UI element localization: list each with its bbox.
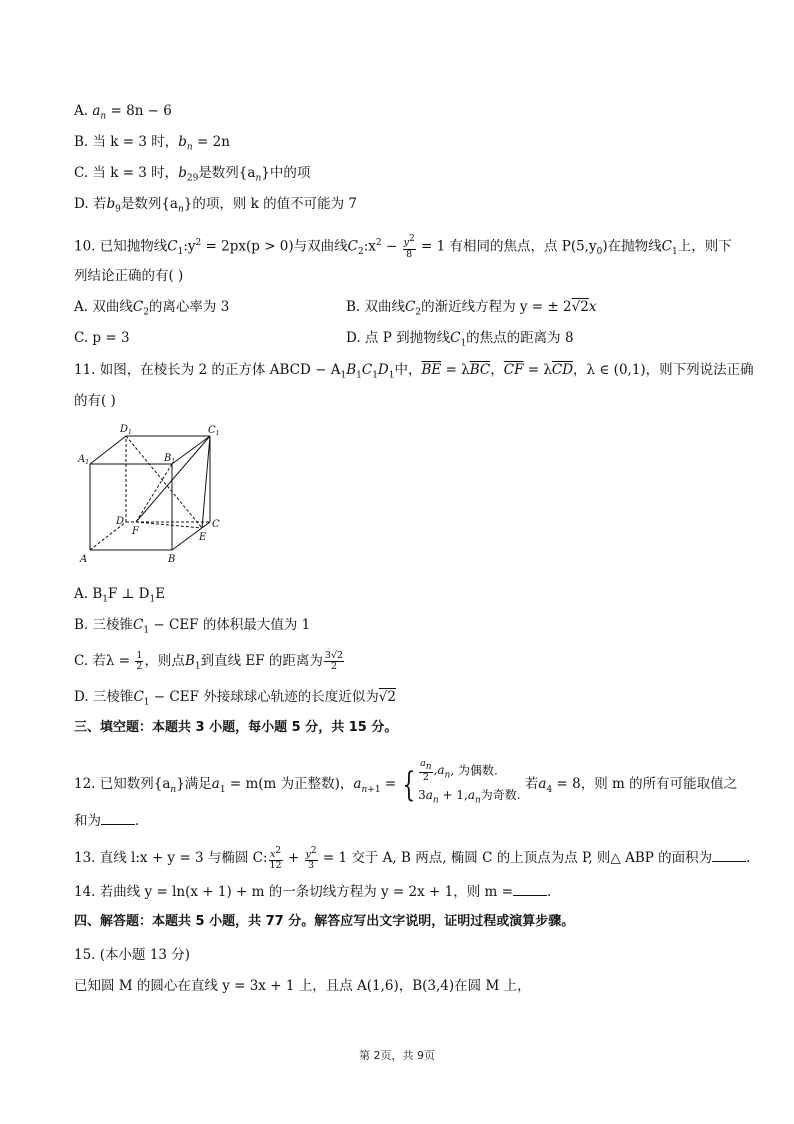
- q11-stem-line2: 的有( ): [74, 393, 116, 409]
- q10-option-d: D. 点 P 到抛物线$C_1$的焦点的距离为 8: [346, 330, 574, 349]
- q11-option-a: A. $B_1F$ ⊥ $D_1E$: [74, 586, 166, 605]
- q11-stem-line1: 11. 如图，在棱长为 2 的正方体 ABCD − $A_1B_1C_1D_1$中，$\overline{BE} = \lambda\overline{BC}$，$\overline{CF} = \lambda\overline{CD}$，λ ∈ (0,1)，则下列说法正确: [74, 362, 754, 381]
- q10-stem-line1: 10. 已知抛物线$C_1:y^2 = 2px(p > 0)$与双曲线$C_2:x^2$ − $\frac{y^2}{8}$ = 1 有相同的焦点，点 $P(5,y_0)$在抛物线$C_1$上，则下: [74, 234, 732, 260]
- page-footer: 第 2页，共 9页: [359, 1049, 435, 1062]
- label-b: B: [168, 554, 176, 565]
- label-d: D: [116, 516, 125, 527]
- label-a: A: [80, 554, 88, 565]
- q12-stem-line1: 12. 已知数列$\{a_n\}$满足$a_1 = m(m$ 为正整数)，$a_{n+1}$ = { $\frac{a_n}{2}$ $,a_n$, 为偶数. $3a_n + 1,a_n$为奇数. 若$a_4 = 8$，则 m 的所有可能取值之: [74, 758, 738, 806]
- label-a1: $A_1$: [78, 454, 90, 466]
- label-c1: $C_1$: [208, 425, 220, 437]
- segment-b1-f: [136, 464, 172, 522]
- edge-b1-c1: [172, 436, 210, 464]
- segment-e-f: [136, 522, 202, 528]
- section-4-heading: 四、解答题：本题共 5 小题，共 77 分。解答应写出文字说明，证明过程或演算步骤。: [74, 914, 575, 929]
- q10-option-a: A. 双曲线$C_2$的离心率为 3: [74, 299, 230, 318]
- q10-option-b: B. 双曲线$C_2$的渐近线方程为 y = ± 2√2x: [346, 299, 597, 318]
- label-b1: $B_1$: [164, 453, 176, 465]
- q9-option-c: C. 当 k = 3 时，$b_{29}$是数列$\{a_n\}$中的项: [74, 165, 311, 184]
- q11-option-b: B. 三棱锥$C_1$ − CEF 的体积最大值为 1: [74, 617, 311, 636]
- q9-option-a: A. $a_n = 8n - 6$: [74, 103, 172, 122]
- q15-body: 已知圆 M 的圆心在直线 y = 3x + 1 上，且点 A(1,6)，B(3,4)在圆 M 上，: [74, 978, 531, 994]
- label-f: F: [132, 526, 139, 537]
- segment-c1-e: [202, 436, 210, 528]
- q13-answer-blank[interactable]: [712, 847, 746, 862]
- q15-title: 15. (本小题 13 分): [74, 947, 191, 963]
- edge-a1-d1: [90, 436, 126, 464]
- q12-answer-blank[interactable]: [101, 810, 135, 825]
- q11-option-c: C. 若λ = $\frac{1}{2}$ ，则点$B_1$到直线 EF 的距离为 $\frac{3√2}{2}$: [74, 650, 344, 672]
- q11-option-d: D. 三棱锥$C_1$ − CEF 外接球球心轨迹的长度近似为√2: [74, 689, 396, 708]
- q14-stem: 14. 若曲线 y = ln(x + 1) + m 的一条切线方程为 y = 2x + 1，则 m = .: [74, 881, 551, 902]
- q9-option-d: D. 若$b_9$是数列$\{a_n\}$的项，则 k 的值不可能为 7: [74, 196, 357, 215]
- label-d1: $D_1$: [120, 424, 132, 436]
- q9-option-b: B. 当 k = 3 时，$b_n = 2n$: [74, 134, 230, 153]
- cube-figure: [74, 420, 234, 570]
- section-3-heading: 三、填空题：本题共 3 小题，每小题 5 分，共 15 分。: [74, 720, 398, 735]
- label-c: C: [212, 519, 220, 530]
- label-e: E: [199, 532, 207, 543]
- q14-answer-blank[interactable]: [513, 881, 547, 896]
- q10-option-c: C. p = 3: [74, 330, 130, 346]
- q13-stem: 13. 直线 l:x + y = 3 与椭圆 C: $\frac{x^2}{12}$ + $\frac{y^2}{3}$ = 1 交于 A, B 两点, 椭圆 C 的上顶点为点 P, 则△ ABP 的面积为 .: [74, 846, 751, 872]
- segment-c1-f: [136, 436, 210, 522]
- q12-stem-line2: 和为 .: [74, 810, 139, 831]
- q10-stem-line2: 列结论正确的有( ): [74, 268, 184, 284]
